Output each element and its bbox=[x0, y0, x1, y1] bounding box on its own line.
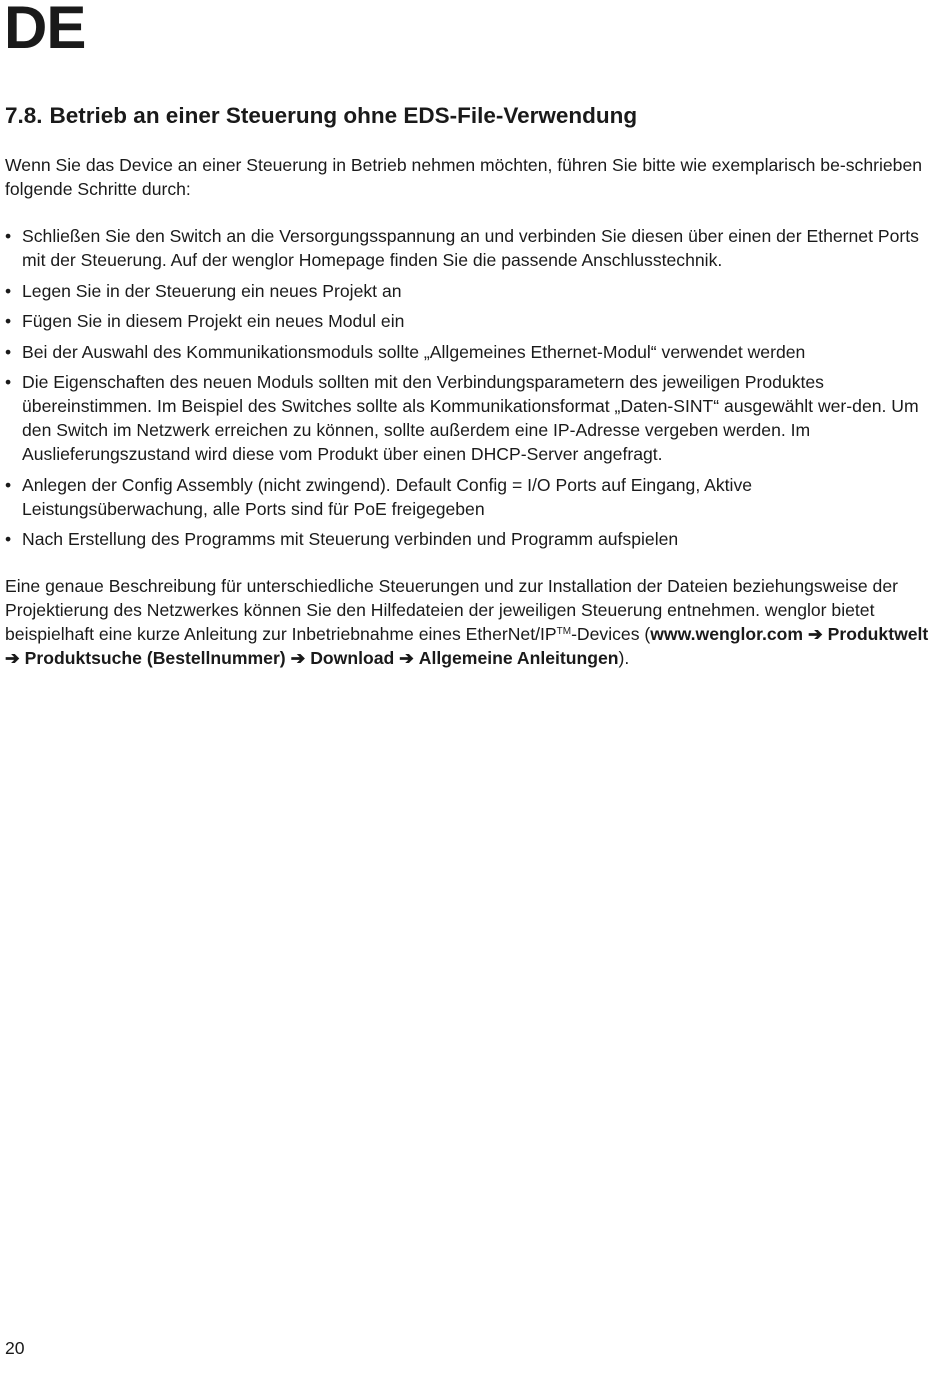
bullet-icon: • bbox=[5, 341, 12, 362]
closing-text: Eine genaue Beschreibung für unterschiedliche Steuerungen und zur Installation der Dateien beziehungsweise der Projektierung des Netzwerkes können Sie den Hilfedateien der jeweiligen Steuerung entnehmen. wenglor bietet beispielhaft eine kurze Anleitung zur Inbetriebnahme eines EtherNet/IP bbox=[5, 576, 898, 644]
closing-text-continued: -Devices ( bbox=[571, 624, 651, 644]
intro-paragraph: Wenn Sie das Device an einer Steuerung in Betrieb nehmen möchten, führen Sie bitte wie exemplarisch be-schrieben folgende Schritte durch: bbox=[5, 155, 923, 199]
page-number: 20 bbox=[5, 1338, 25, 1358]
trademark-symbol: TM bbox=[556, 626, 572, 637]
nav-path-produktsuche: Produktsuche (Bestellnummer) bbox=[24, 648, 286, 668]
bullet-icon: • bbox=[5, 474, 12, 495]
bullet-icon: • bbox=[5, 311, 12, 331]
list-item bbox=[5, 279, 935, 303]
closing-end: ). bbox=[618, 648, 630, 668]
list-item-text: Nach Erstellung des Programms mit Steuerung verbinden und Programm aufspielen bbox=[22, 529, 679, 549]
page-content bbox=[5, 153, 935, 670]
nav-path-anleitungen: Allgemeine Anleitungen bbox=[418, 648, 619, 668]
section-number: 7.8. bbox=[5, 103, 43, 128]
language-code: DE bbox=[4, 0, 86, 61]
arrow-right-icon: ➔ bbox=[807, 624, 823, 644]
bullet-icon: • bbox=[5, 280, 12, 301]
website-link[interactable]: www.wenglor.com bbox=[650, 624, 804, 644]
list-item-text: Fügen Sie in diesem Projekt ein neues Modul ein bbox=[22, 311, 405, 331]
list-item-text: Schließen Sie den Switch an die Versorgungsspannung an und verbinden Sie diesen über einen der Ethernet Ports mit der Steuerung. Auf der wenglor Homepage finden Sie die passende Anschlusstechnik. bbox=[22, 226, 919, 270]
arrow-right-icon: ➔ bbox=[290, 648, 306, 668]
list-item bbox=[5, 224, 935, 272]
list-item-text: Bei der Auswahl des Kommunikationsmoduls sollte „Allgemeines Ethernet-Modul“ verwendet werden bbox=[22, 341, 806, 362]
steps-list bbox=[5, 224, 935, 551]
list-item bbox=[5, 340, 935, 364]
list-item bbox=[5, 527, 935, 551]
section-title: Betrieb an einer Steuerung ohne EDS-File-Verwendung bbox=[49, 103, 638, 128]
section-heading bbox=[5, 102, 637, 129]
list-item bbox=[5, 309, 935, 333]
list-item-text: Legen Sie in der Steuerung ein neues Projekt an bbox=[22, 280, 402, 301]
nav-path-produktwelt: Produktwelt bbox=[827, 624, 929, 644]
list-item bbox=[5, 473, 935, 521]
list-item-text: Anlegen der Config Assembly (nicht zwingend). Default Config = I/O Ports auf Eingang, Aktive Leistungsüberwachung, alle Ports sind für PoE freigegeben bbox=[22, 474, 753, 519]
bullet-icon: • bbox=[5, 372, 12, 392]
list-item-text: Die Eigenschaften des neuen Moduls sollten mit den Verbindungsparametern des jeweiligen Produktes übereinstimmen. Im Beispiel des Switches sollte als Kommunikationsformat „Daten-SINT“ ausgewählt wer-den. Um den Switch im Netzwerk erreichen zu können, sollte außerdem eine IP-Adresse vergeben werden. Im Auslieferungszustand wird diese vom Produkt über einen DHCP-Server angefragt. bbox=[22, 372, 919, 464]
nav-path-download: Download bbox=[310, 648, 395, 668]
bullet-icon: • bbox=[5, 529, 12, 549]
arrow-right-icon: ➔ bbox=[5, 648, 20, 668]
list-item bbox=[5, 370, 935, 466]
bullet-icon: • bbox=[5, 226, 12, 246]
closing-paragraph bbox=[5, 574, 935, 670]
arrow-right-icon: ➔ bbox=[399, 648, 414, 668]
